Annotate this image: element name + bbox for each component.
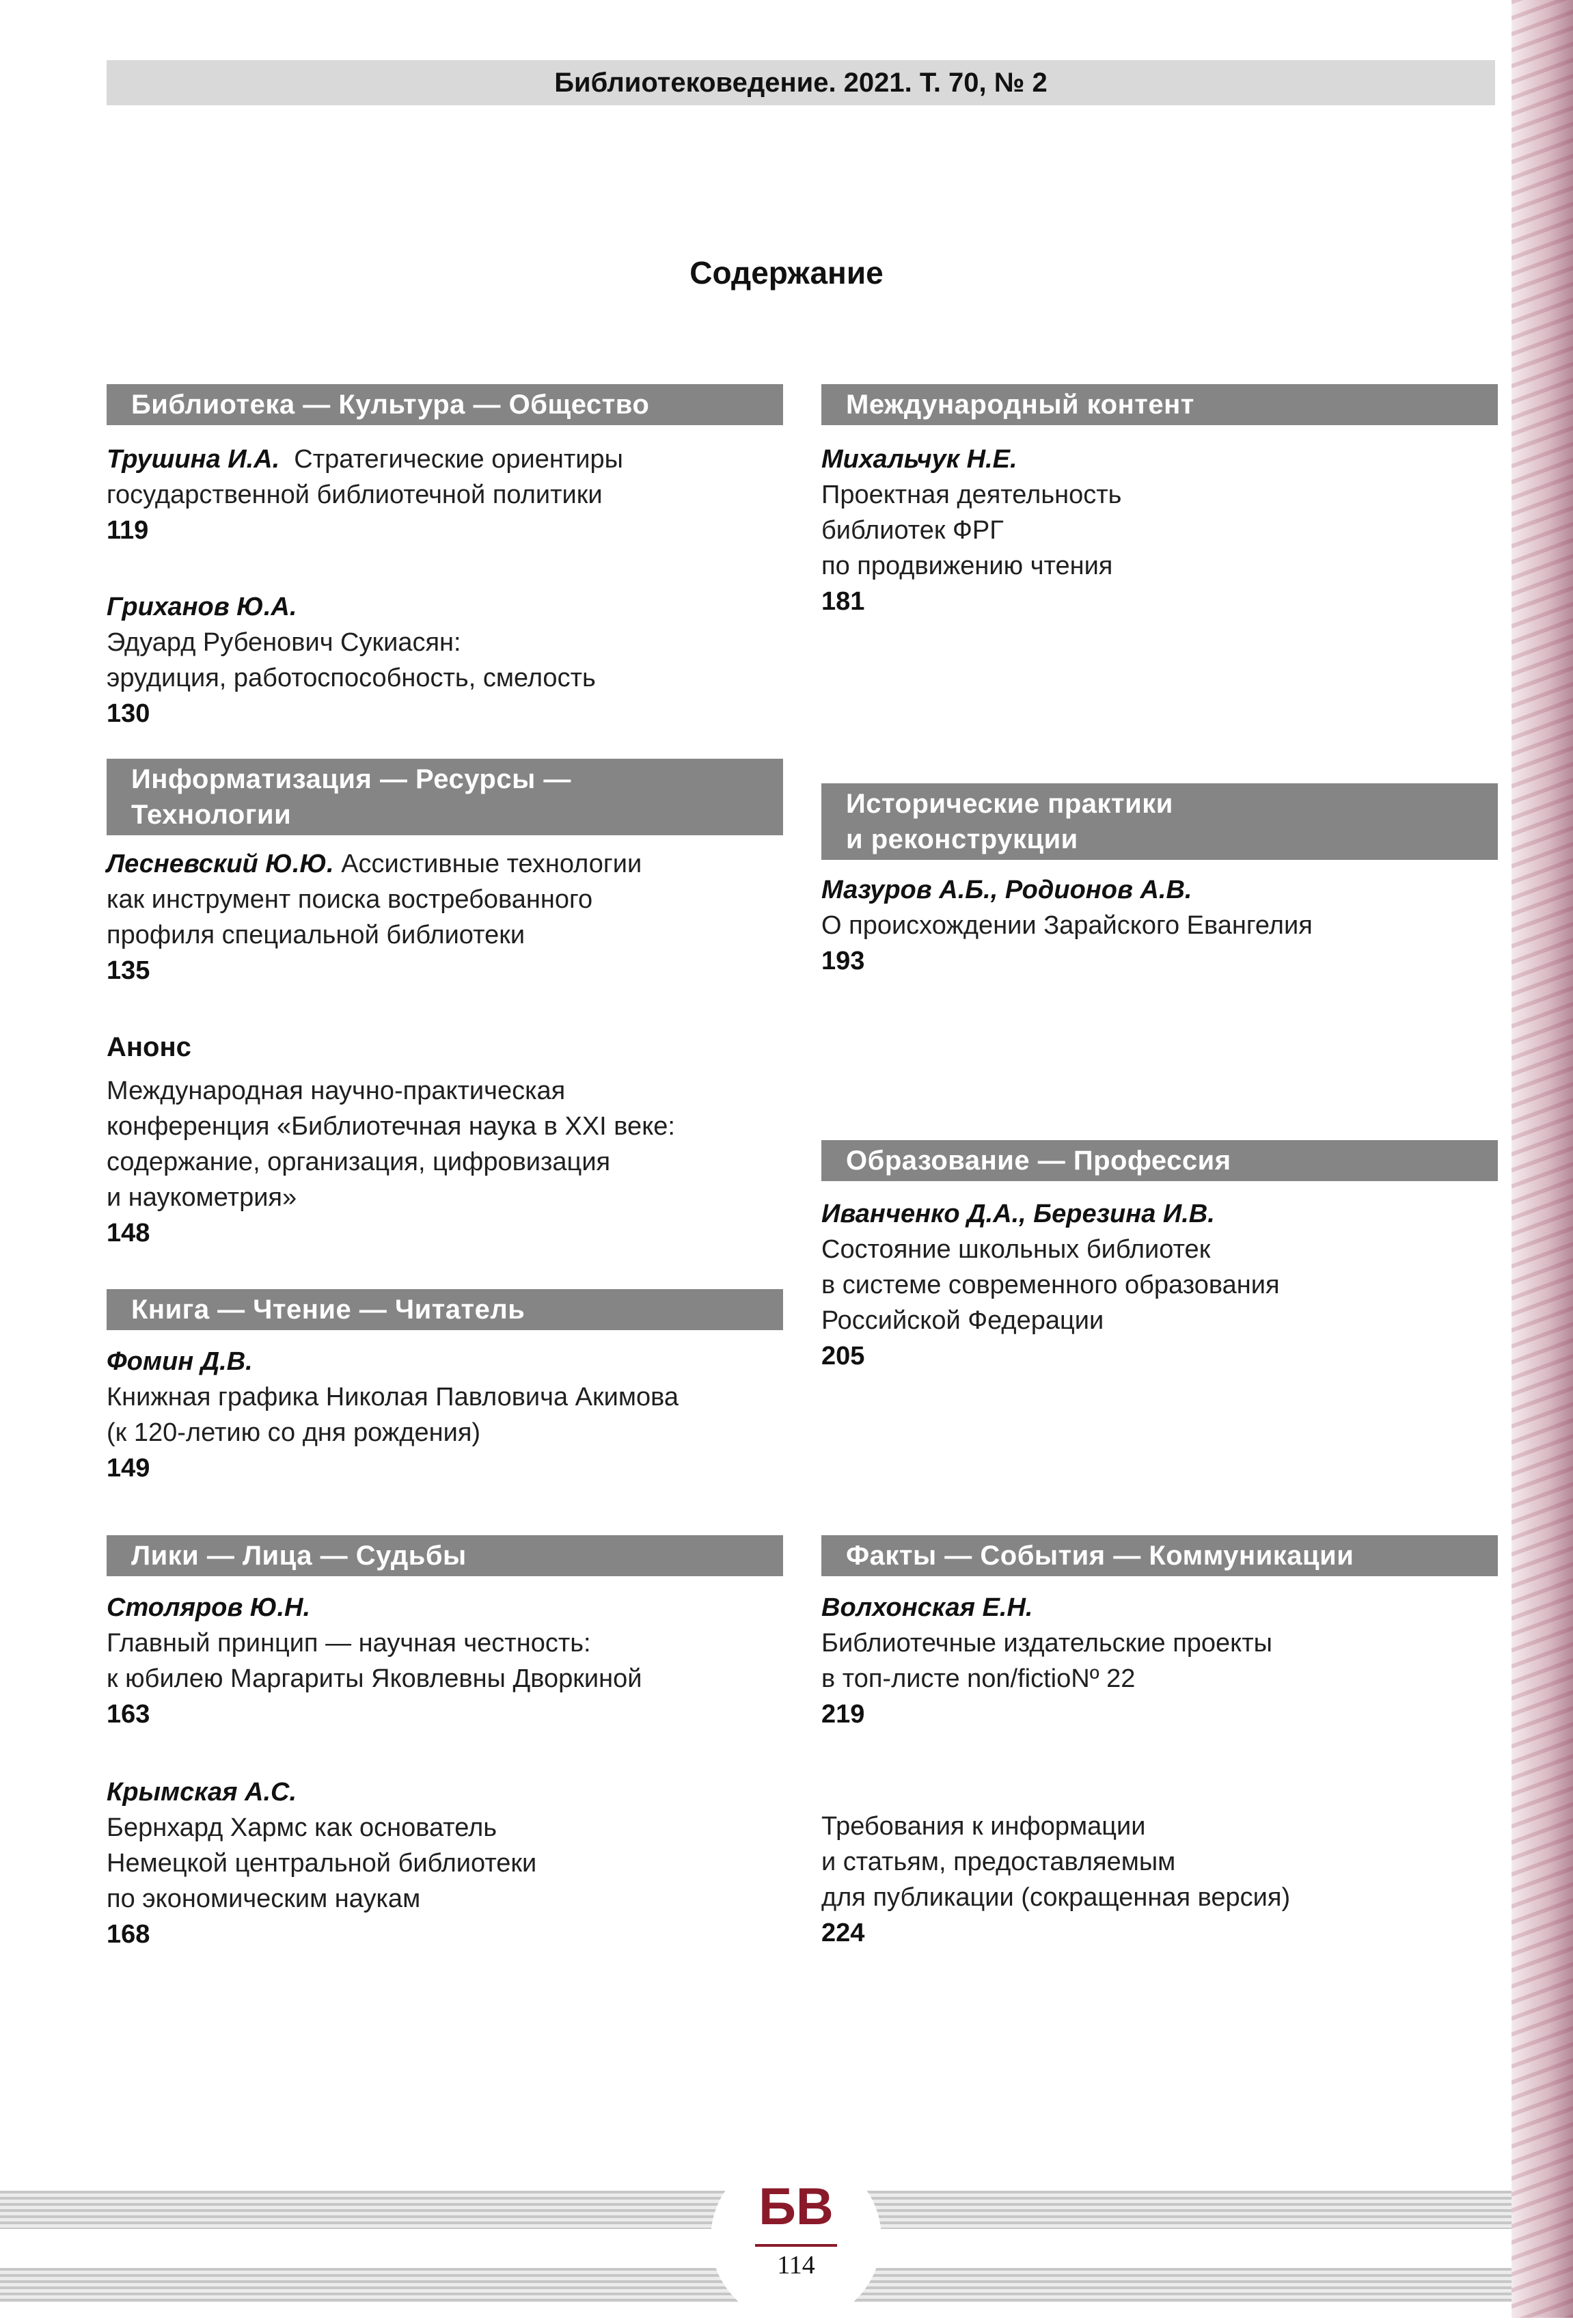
entry-title: Стратегические ориентиры государственной библиотечной политики — [107, 445, 623, 509]
entry-title: Бернхард Хармс как основатель Немецкой центральной библиотеки по экономическим наукам — [107, 1813, 537, 1913]
entry-title: Книжная графика Николая Павловича Акимова (к 120-летию со дня рождения) — [107, 1383, 679, 1447]
toc-entry[interactable] — [107, 1073, 783, 1251]
entry-page: 130 — [107, 699, 150, 728]
section-heading: Международный контент — [821, 384, 1498, 425]
section-heading: Факты — События — Коммуникации — [821, 1535, 1498, 1576]
entry-title: Ассистивные технологии как инструмент поиска востребованного профиля специальной библиотеки — [107, 850, 642, 949]
page-title: Содержание — [689, 255, 884, 290]
toc-entry[interactable] — [821, 1809, 1498, 1951]
section-announcement — [107, 1029, 783, 1065]
logo-underline — [755, 2244, 837, 2247]
section-heading: Образование — Профессия — [821, 1140, 1498, 1181]
toc-entry[interactable] — [107, 1344, 783, 1486]
entry-title: Требования к информации и статьям, предоставляемым для публикации (сокращенная версия) — [821, 1812, 1291, 1912]
toc-entry[interactable] — [821, 1590, 1498, 1732]
entry-title: О происхождении Зарайского Евангелия — [821, 911, 1313, 940]
toc-entry[interactable] — [107, 1774, 783, 1952]
entry-author: Фомин Д.В. — [107, 1347, 253, 1376]
entry-author: Столяров Ю.Н. — [107, 1593, 311, 1622]
entry-title: Состояние школьных библиотек в системе современного образования Российской Федерации — [821, 1235, 1280, 1335]
entry-author: Мазуров А.Б., Родионов А.В. — [821, 876, 1192, 904]
section-heading: Информатизация — Ресурсы — Технологии — [107, 759, 783, 835]
entry-page: 148 — [107, 1219, 150, 1247]
section-international-content — [821, 384, 1498, 425]
section-education-profession — [821, 1140, 1498, 1181]
entry-page: 119 — [107, 516, 149, 545]
toc-entry[interactable] — [107, 846, 783, 988]
entry-author: Волхонская Е.Н. — [821, 1593, 1033, 1622]
toc-entry[interactable] — [107, 589, 783, 731]
section-informatization — [107, 759, 783, 835]
entry-author: Трушина И.А. — [107, 445, 280, 474]
entry-author: Крымская А.С. — [107, 1778, 297, 1807]
entry-page: 149 — [107, 1454, 150, 1483]
toc-entry[interactable] — [821, 1196, 1498, 1374]
decorative-edge-illustration — [1512, 0, 1573, 2318]
section-heading: Книга — Чтение — Читатель — [107, 1289, 783, 1330]
section-heading: Лики — Лица — Судьбы — [107, 1535, 783, 1576]
section-faces-fates — [107, 1535, 783, 1576]
entry-title: Международная научно-практическая конференция «Библиотечная наука в XXI веке: содержание, организация, цифровизация и наукометрия» — [107, 1077, 675, 1212]
entry-author: Иванченко Д.А., Березина И.В. — [821, 1200, 1215, 1228]
toc-entry[interactable] — [821, 872, 1498, 979]
entry-page: 193 — [821, 947, 865, 975]
entry-page: 163 — [107, 1700, 150, 1729]
entry-title: Эдуард Рубенович Сукиасян: эрудиция, работоспособность, смелость — [107, 628, 596, 692]
entry-page: 135 — [107, 956, 150, 985]
journal-logo: БВ — [758, 2178, 834, 2236]
left-column — [107, 0, 783, 2318]
section-heading: Библиотека — Культура — Общество — [107, 384, 783, 425]
entry-title: Проектная деятельность библиотек ФРГ по продвижению чтения — [821, 481, 1122, 580]
section-library-culture-society — [107, 384, 783, 425]
entry-title: Библиотечные издательские проекты в топ-листе non/fictioNº 22 — [821, 1629, 1272, 1693]
toc-entry[interactable] — [107, 442, 783, 548]
entry-page: 224 — [821, 1919, 865, 1947]
entry-title: Главный принцип — научная честность: к юбилею Маргариты Яковлевны Дворкиной — [107, 1629, 642, 1693]
page-number: 114 — [777, 2251, 815, 2280]
announcement-heading: Анонс — [107, 1032, 191, 1062]
section-heading: Исторические практики и реконструкции — [821, 783, 1498, 860]
entry-author: Гриханов Ю.А. — [107, 593, 297, 621]
entry-page: 181 — [821, 587, 865, 616]
toc-entry[interactable] — [821, 442, 1498, 619]
toc-entry[interactable] — [107, 1590, 783, 1732]
entry-author: Михальчук Н.Е. — [821, 445, 1017, 474]
entry-author: Лесневский Ю.Ю. — [107, 850, 334, 878]
section-facts-events — [821, 1535, 1498, 1576]
section-historical-practices — [821, 783, 1498, 860]
journal-citation: Библиотековедение. 2021. Т. 70, № 2 — [554, 67, 1048, 98]
section-book-reading-reader — [107, 1289, 783, 1330]
entry-page: 205 — [821, 1342, 865, 1370]
entry-page: 168 — [107, 1920, 150, 1949]
entry-page: 219 — [821, 1700, 865, 1729]
right-column — [821, 0, 1498, 2318]
